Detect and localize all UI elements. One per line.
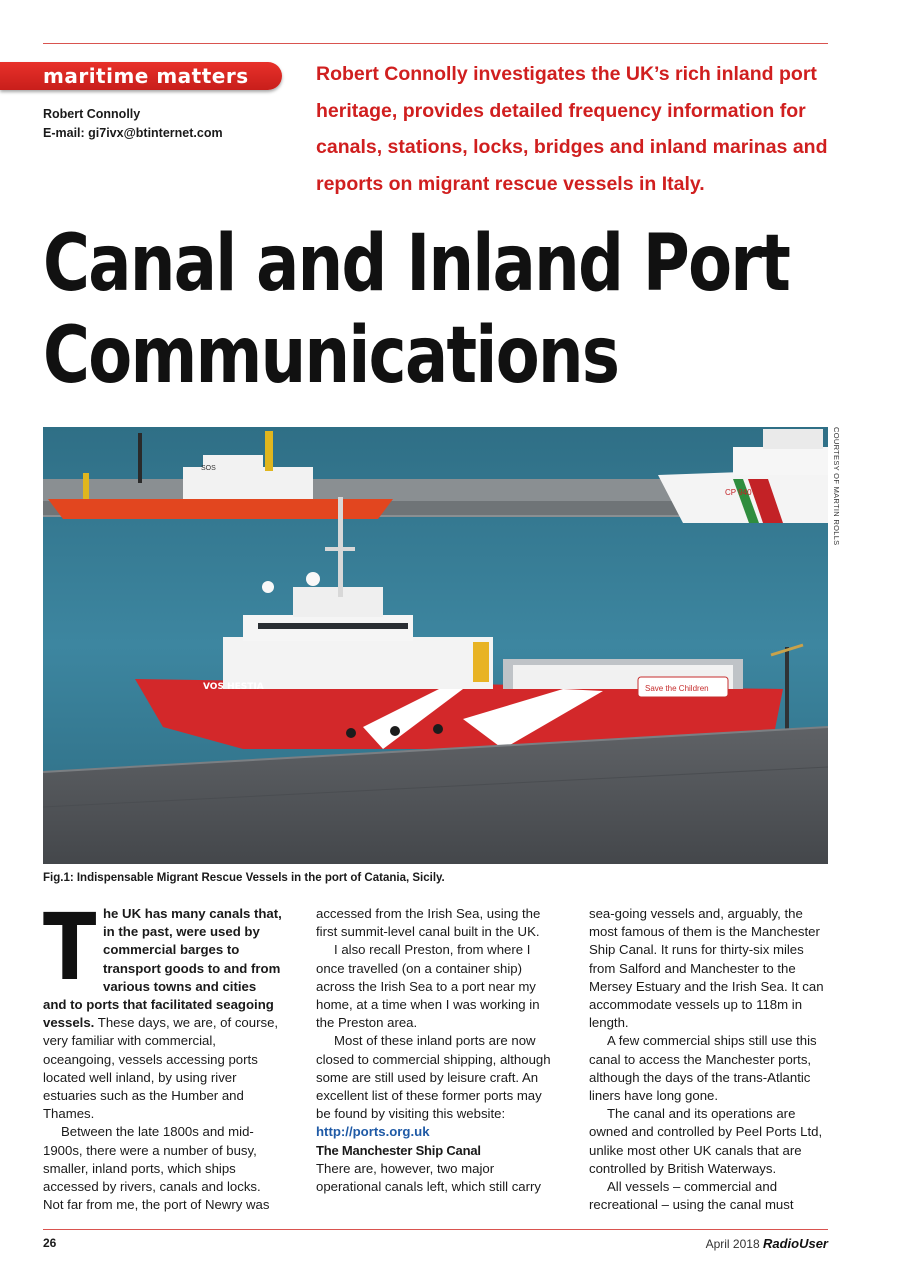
banner-label: Save the Children [645, 684, 709, 693]
body-column-2 [316, 905, 556, 1196]
paragraph: There are, however, two major operational canals left, which still carry [316, 1160, 542, 1195]
headline [43, 218, 790, 402]
ports-website-link[interactable]: http://ports.org.uk [316, 1124, 430, 1140]
paragraph: Between the late 1800s and mid-1900s, there were a number of busy, smaller, inland ports, which ships accessed by rivers, canals and locks. Not far from me, the port of Newry was [43, 1124, 270, 1213]
page-number: 26 [43, 1236, 57, 1250]
headline-line-2: Communications [43, 311, 619, 401]
subheading: The Manchester Ship Canal [316, 1142, 481, 1158]
figure-caption: Fig.1: Indispensable Migrant Rescue Vessels in the port of Catania, Sicily. [43, 872, 445, 884]
sos-label: SOS [201, 465, 216, 472]
footer-masthead [706, 1236, 828, 1251]
author-email: E-mail: gi7ivx@btinternet.com [43, 126, 223, 140]
lead-text: he UK has many canals that, in the past, were used by commercial barges to transport goods to and from various towns and cities and to ports that facilitated seagoing vessels. [43, 906, 282, 1031]
photo-credit: COURTESY OF MARTIN ROLLS [832, 427, 841, 546]
headline-line-1: Canal and Inland Port [43, 219, 790, 309]
paragraph: A few commercial ships still use this canal to access the Manchester ports, although the days of the trans-Atlantic liners have long gone. [589, 1033, 817, 1104]
author-name: Robert Connolly [43, 107, 141, 121]
paragraph [43, 894, 283, 1123]
paragraph: The canal and its operations are owned and controlled by Peel Ports Ltd, unlike most other UK canals that are controlled by British Waterways. [589, 1106, 823, 1176]
body-column-3 [589, 905, 829, 1214]
body-column-1 [43, 894, 283, 1214]
top-rule [43, 43, 828, 44]
paragraph: accessed from the Irish Sea, using the first summit-level canal built in the UK. [316, 906, 541, 940]
ship-name: VOS HESTIA [203, 682, 264, 692]
drop-cap: T [43, 894, 97, 1001]
paragraph-text: These days, we are, of course, very familiar with commercial, oceangoing, vessels accessing ports located well inland, by using river estuaries such as the Humber and Thames. [43, 1015, 279, 1122]
issue-date: April 2018 [705, 1237, 760, 1251]
section-label: maritime matters [43, 64, 249, 88]
byline [43, 105, 223, 143]
paragraph: Most of these inland ports are now closed to commercial shipping, although some are still used by leisure craft. An excellent list of these former ports may be found by visiting this website: [316, 1033, 551, 1122]
paragraph: I also recall Preston, from where I once travelled (on a container ship) across the Irish Sea to a port near my home, at a time when I was working in the Preston area. [316, 942, 540, 1031]
bottom-rule [43, 1229, 828, 1230]
standfirst: Robert Connolly investigates the UK’s rich inland port heritage, provides detailed frequency information for canals, stations, locks, bridges and inland marinas and reports on migrant rescue vessels in Italy. [316, 63, 828, 195]
rescue-vessels-photo [43, 427, 828, 864]
magazine-name: RadioUser [762, 1236, 828, 1251]
section-tab [0, 62, 282, 90]
paragraph: All vessels – commercial and recreational – using the canal must [589, 1179, 794, 1213]
paragraph: sea-going vessels and, arguably, the most famous of them is the Manchester Ship Canal. It runs for thirty-six miles from Salford and Manchester to the Mersey Estuary and the Irish Sea. It can accommodate vessels up to 118m in length. [589, 906, 824, 1031]
patrol-code: CP 940 [725, 488, 752, 497]
